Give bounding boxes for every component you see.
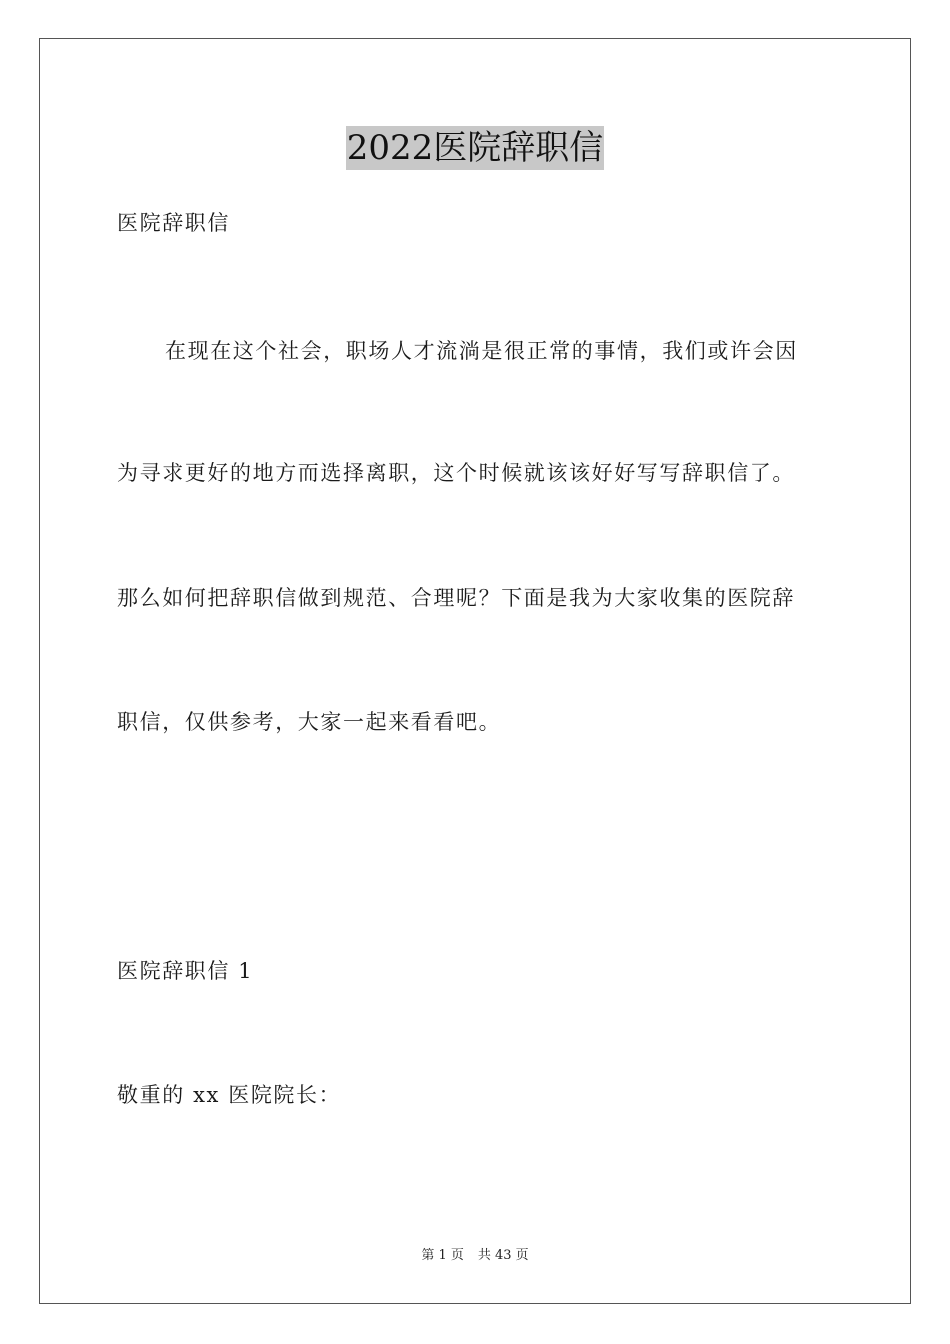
section-title: 医院辞职信 1 (117, 959, 254, 983)
title-container (0, 126, 950, 170)
salutation: 敬重的 xx 医院院长： (117, 1083, 342, 1107)
intro-paragraph-line: 那么如何把辞职信做到规范、合理呢？下面是我为大家收集的医院辞 (117, 586, 795, 610)
document-title: 2022医院辞职信 (346, 128, 604, 168)
document-heading: 医院辞职信 (117, 211, 230, 235)
page-total: 共 43 页 (477, 1248, 529, 1263)
intro-paragraph-line: 职信，仅供参考，大家一起来看看吧。 (117, 710, 502, 734)
page-footer (0, 1246, 950, 1266)
intro-paragraph-line: 在现在这个社会，职场人才流淌是很正常的事情，我们或许会因 (165, 339, 798, 363)
intro-paragraph-line: 为寻求更好的地方而选择离职，这个时候就该该好好写写辞职信了。 (117, 461, 795, 485)
page-number: 第 1 页 (421, 1248, 464, 1263)
